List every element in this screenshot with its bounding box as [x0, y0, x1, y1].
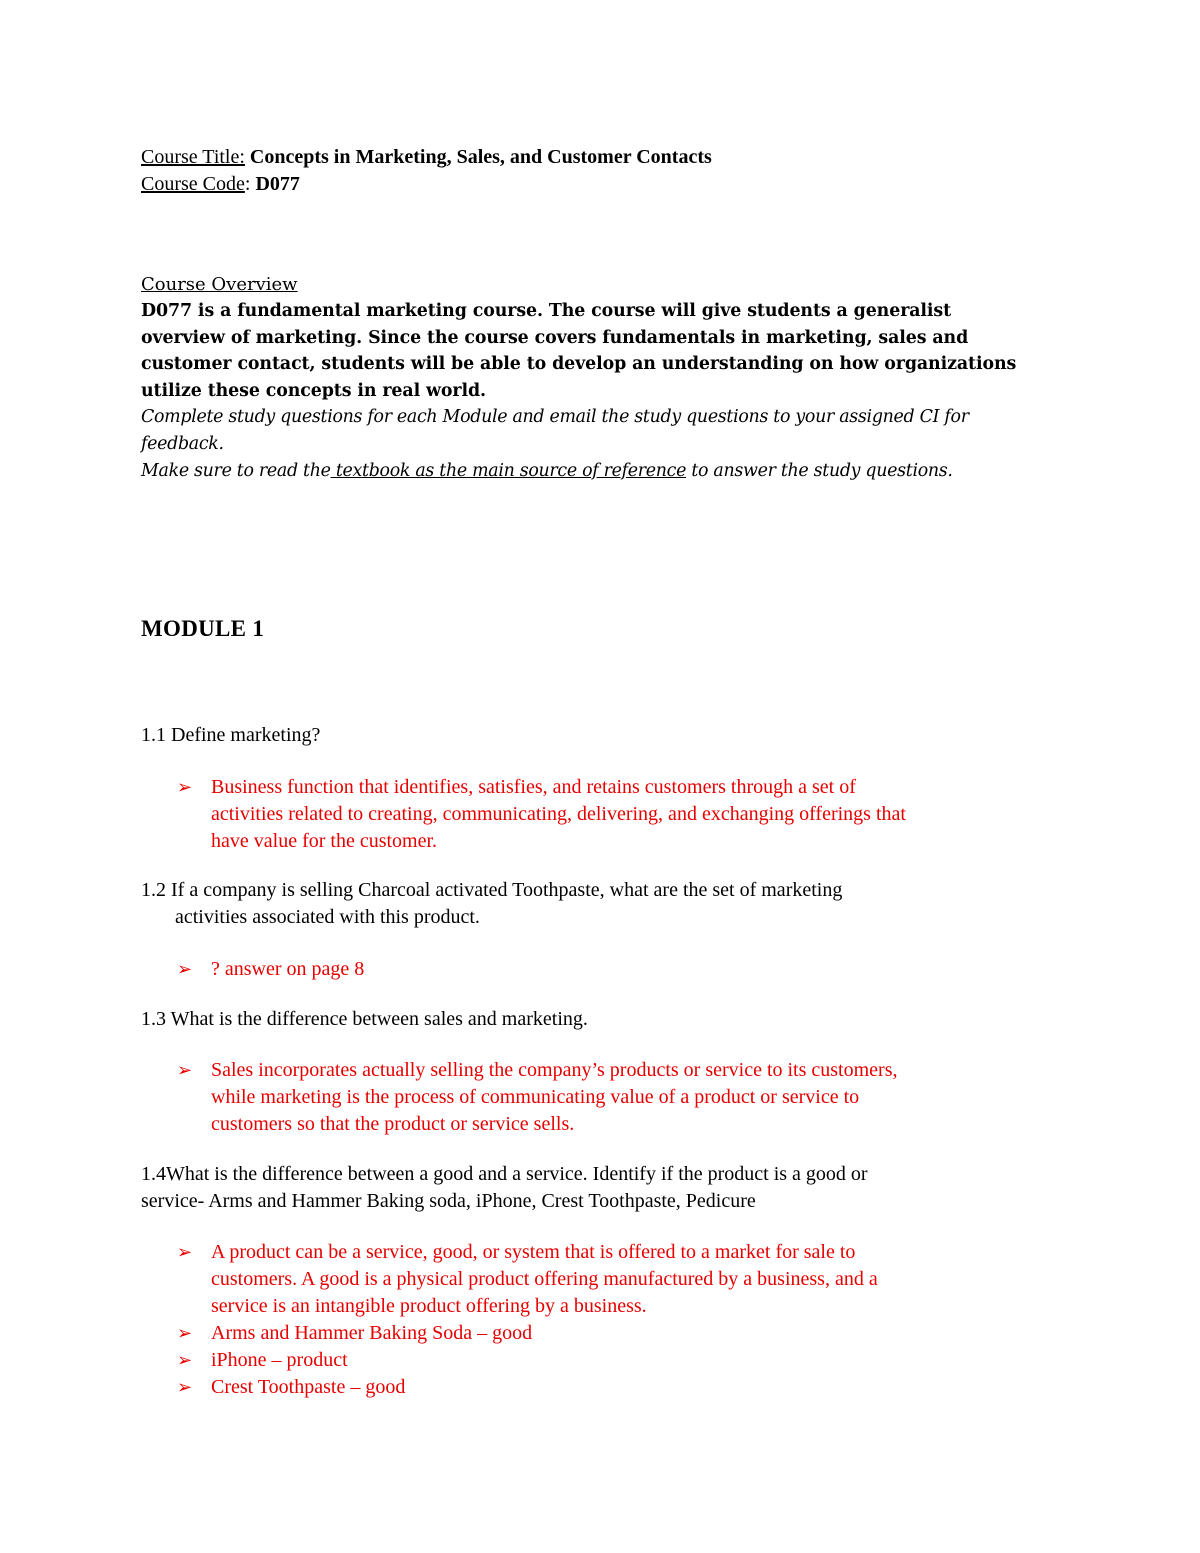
answer-line: customers. A good is a physical product offering manufactured by a business, and a [211, 1268, 878, 1290]
answer-line: have value for the customer. [211, 830, 438, 852]
answer-item [177, 774, 1037, 855]
document-body [141, 144, 1051, 1398]
arrow-bullet-icon: ➢ [177, 1350, 193, 1370]
answer-item [177, 1347, 1037, 1374]
module-heading: MODULE 1 [141, 616, 265, 641]
answer-item [177, 956, 1037, 983]
answer-1-3 [177, 1057, 1037, 1138]
textbook-reference-link: textbook as the main source of reference [330, 460, 687, 481]
answer-line: activities related to creating, communicating, delivering, and exchanging offerings that [211, 803, 906, 825]
arrow-bullet-icon: ➢ [177, 777, 193, 797]
answer-item [177, 1239, 1037, 1320]
course-overview-heading: Course Overview [141, 274, 298, 295]
answer-line: Sales incorporates actually selling the company’s products or service to its customers, [211, 1059, 898, 1081]
question-1-1 [141, 722, 1041, 749]
course-code-line [141, 171, 1051, 198]
course-code-colon: : [244, 173, 251, 195]
question-1-3 [141, 1006, 1041, 1033]
answer-item [177, 1374, 1037, 1401]
question-text: 1.4What is the difference between a good and a service. Identify if the product is a good or [141, 1163, 868, 1185]
answer-line: while marketing is the process of communicating value of a product or service to [211, 1086, 860, 1108]
question-text: 1.3 What is the difference between sales and marketing. [141, 1008, 588, 1030]
instruction-line-reference [141, 458, 1051, 485]
instruction-text: to answer the study questions. [686, 460, 953, 481]
answer-line: Arms and Hammer Baking Soda – good [211, 1322, 533, 1344]
arrow-bullet-icon: ➢ [177, 1377, 193, 1397]
answer-1-1 [177, 774, 1037, 855]
answer-line: Crest Toothpaste – good [211, 1376, 406, 1398]
answer-item [177, 1320, 1037, 1347]
overview-line: utilize these concepts in real world. [141, 380, 486, 401]
answer-line: service is an intangible product offering by a business. [211, 1295, 647, 1317]
arrow-bullet-icon: ➢ [177, 1060, 193, 1080]
course-title-label: Course Title: [141, 146, 245, 168]
answer-line: iPhone – product [211, 1349, 348, 1371]
course-code-label: Course Code [141, 173, 245, 195]
overview-line: customer contact, students will be able to develop an understanding on how organizations [141, 354, 1017, 375]
question-text: activities associated with this product. [175, 906, 480, 928]
arrow-bullet-icon: ➢ [177, 1242, 193, 1262]
answer-line: customers so that the product or service sells. [211, 1113, 575, 1135]
answer-1-4 [177, 1239, 1037, 1401]
answer-line: A product can be a service, good, or system that is offered to a market for sale to [211, 1241, 856, 1263]
question-text: 1.2 If a company is selling Charcoal activated Toothpaste, what are the set of marketing [141, 879, 843, 901]
overview-line: D077 is a fundamental marketing course. The course will give students a generalist [141, 301, 952, 321]
question-text: service- Arms and Hammer Baking soda, iPhone, Crest Toothpaste, Pedicure [141, 1190, 756, 1212]
instruction-line: Complete study questions for each Module and email the study questions to your assigned CI for [141, 407, 969, 428]
answer-line: ? answer on page 8 [211, 958, 365, 980]
question-1-4 [141, 1161, 1041, 1215]
question-text: 1.1 Define marketing? [141, 724, 321, 746]
answer-item [177, 1057, 1037, 1138]
course-overview-section [141, 271, 1051, 484]
arrow-bullet-icon: ➢ [177, 1323, 193, 1343]
course-title-value: Concepts in Marketing, Sales, and Customer Contacts [249, 146, 712, 168]
question-1-2 [141, 877, 1041, 931]
course-title-line [141, 144, 1051, 171]
arrow-bullet-icon: ➢ [177, 959, 193, 979]
overview-line: overview of marketing. Since the course covers fundamentals in marketing, sales and [141, 327, 969, 348]
instruction-text: Make sure to read the [141, 460, 331, 481]
instruction-line: feedback. [141, 433, 224, 454]
course-code-value: D077 [255, 173, 300, 195]
answer-1-2 [177, 956, 1037, 983]
answer-line: Business function that identifies, satisfies, and retains customers through a set of [211, 776, 856, 798]
